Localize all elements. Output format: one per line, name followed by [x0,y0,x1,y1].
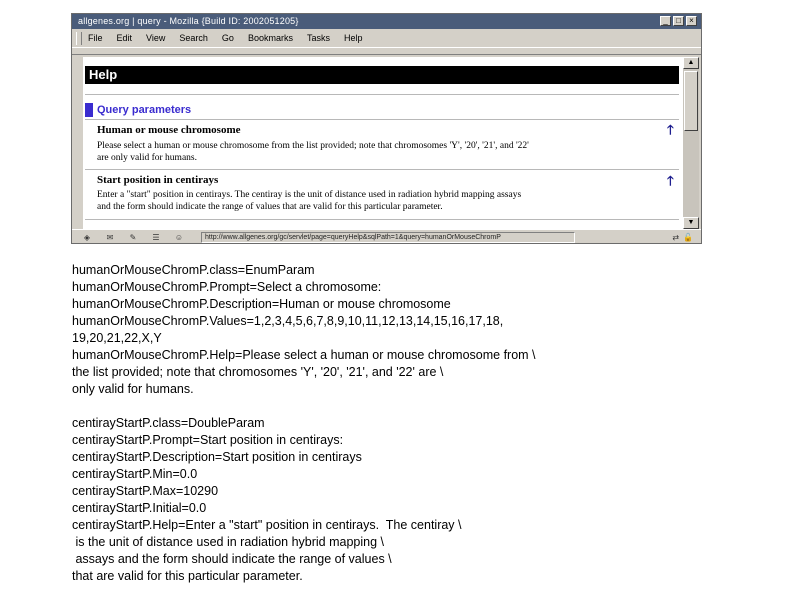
collapsed-toolbar[interactable] [72,47,701,55]
maximize-button[interactable]: □ [673,16,684,26]
code-line [72,398,772,415]
code-line: centirayStartP.class=DoubleParam [72,416,265,430]
status-url: http://www.allgenes.org/gc/servlet/page=queryHelp&sqlPath=1&query=humanOrMouseChromP [201,232,575,243]
code-line: humanOrMouseChromP.Description=Human or mouse chromosome [72,297,451,311]
navigator-icon[interactable]: ◈ [83,232,91,242]
menu-search[interactable]: Search [179,33,208,43]
code-line: centirayStartP.Prompt=Start position in centirays: [72,433,344,447]
menu-go[interactable]: Go [221,33,234,43]
code-line: humanOrMouseChromP.Values=1,2,3,4,5,6,7,8,9,10,11,12,13,14,15,16,17,18, [72,314,504,328]
address-book-icon[interactable]: ☰ [152,232,160,242]
code-line: centirayStartP.Help=Enter a "start" position in centirays. The centiray \ [72,518,462,532]
menu-bar [72,29,701,47]
param-title: Human or mouse chromosome [97,124,241,136]
window-controls [660,16,697,26]
window-title: allgenes.org | query - Mozilla {Build ID: 2002051205} [78,16,299,26]
param-description: are only valid for humans. [97,153,197,163]
code-line: only valid for humans. [72,382,194,396]
browser-window [71,13,702,244]
code-line: centirayStartP.Description=Start position in centirays [72,450,362,464]
menu-help[interactable]: Help [343,33,363,43]
menu-bookmarks[interactable]: Bookmarks [247,33,293,43]
minimize-button[interactable]: _ [660,16,671,26]
chat-icon[interactable]: ☺ [174,232,184,242]
param-title: Start position in centirays [97,174,219,186]
code-line: centirayStartP.Max=10290 [72,484,219,498]
code-line: assays and the form should indicate the range of values \ [72,552,392,566]
code-line: centirayStartP.Initial=0.0 [72,501,207,515]
menu-file[interactable]: File [88,33,103,43]
divider [85,119,679,120]
vertical-scrollbar[interactable] [683,57,699,229]
back-to-top-arrow-icon[interactable]: 🡑 [667,122,674,137]
menubar-grip[interactable] [76,32,82,45]
section-title: Query parameters [97,104,192,116]
menu-view[interactable]: View [146,33,166,43]
scroll-down-arrow-icon[interactable]: ▼ [683,217,699,229]
menu-tasks[interactable]: Tasks [306,33,330,43]
menu-edit[interactable]: Edit [116,33,133,43]
properties-code-block [72,262,772,585]
mail-icon[interactable]: ✉ [106,232,114,242]
back-to-top-arrow-icon[interactable]: 🡑 [667,173,674,188]
divider [85,169,679,170]
close-button[interactable]: × [686,16,697,26]
scroll-thumb[interactable] [684,71,698,131]
page-content [83,57,683,229]
help-heading: Help [85,66,679,84]
section-marker [85,103,93,117]
divider [85,94,679,95]
code-line: humanOrMouseChromP.Prompt=Select a chromosome: [72,280,382,294]
composer-icon[interactable]: ✎ [129,232,137,242]
param-description: Enter a "start" position in centirays. The centiray is the unit of distance used in radiation hybrid mapping assays [97,190,522,200]
lock-icon[interactable]: 🔓 [683,232,693,242]
code-line: humanOrMouseChromP.Help=Please select a human or mouse chromosome from \ [72,348,536,362]
param-description: Please select a human or mouse chromosome from the list provided; note that chromosomes 'Y', '20', '21', and '22' [97,141,529,151]
code-line: humanOrMouseChromP.class=EnumParam [72,263,315,277]
code-line: is the unit of distance used in radiation hybrid mapping \ [72,535,384,549]
divider [85,219,679,220]
code-line: the list provided; note that chromosomes 'Y', '20', '21', and '22' are \ [72,365,444,379]
code-line: 19,20,21,22,X,Y [72,331,162,345]
section-heading [85,103,191,117]
code-line: centirayStartP.Min=0.0 [72,467,198,481]
code-line: that are valid for this particular parameter. [72,569,303,583]
connection-icon: ⇄ [672,232,680,242]
scroll-up-arrow-icon[interactable]: ▲ [683,57,699,69]
status-bar [72,229,701,244]
param-description: and the form should indicate the range of values that are valid for this particular parameter. [97,202,443,212]
title-bar[interactable] [72,14,701,29]
security-indicator [672,233,693,242]
